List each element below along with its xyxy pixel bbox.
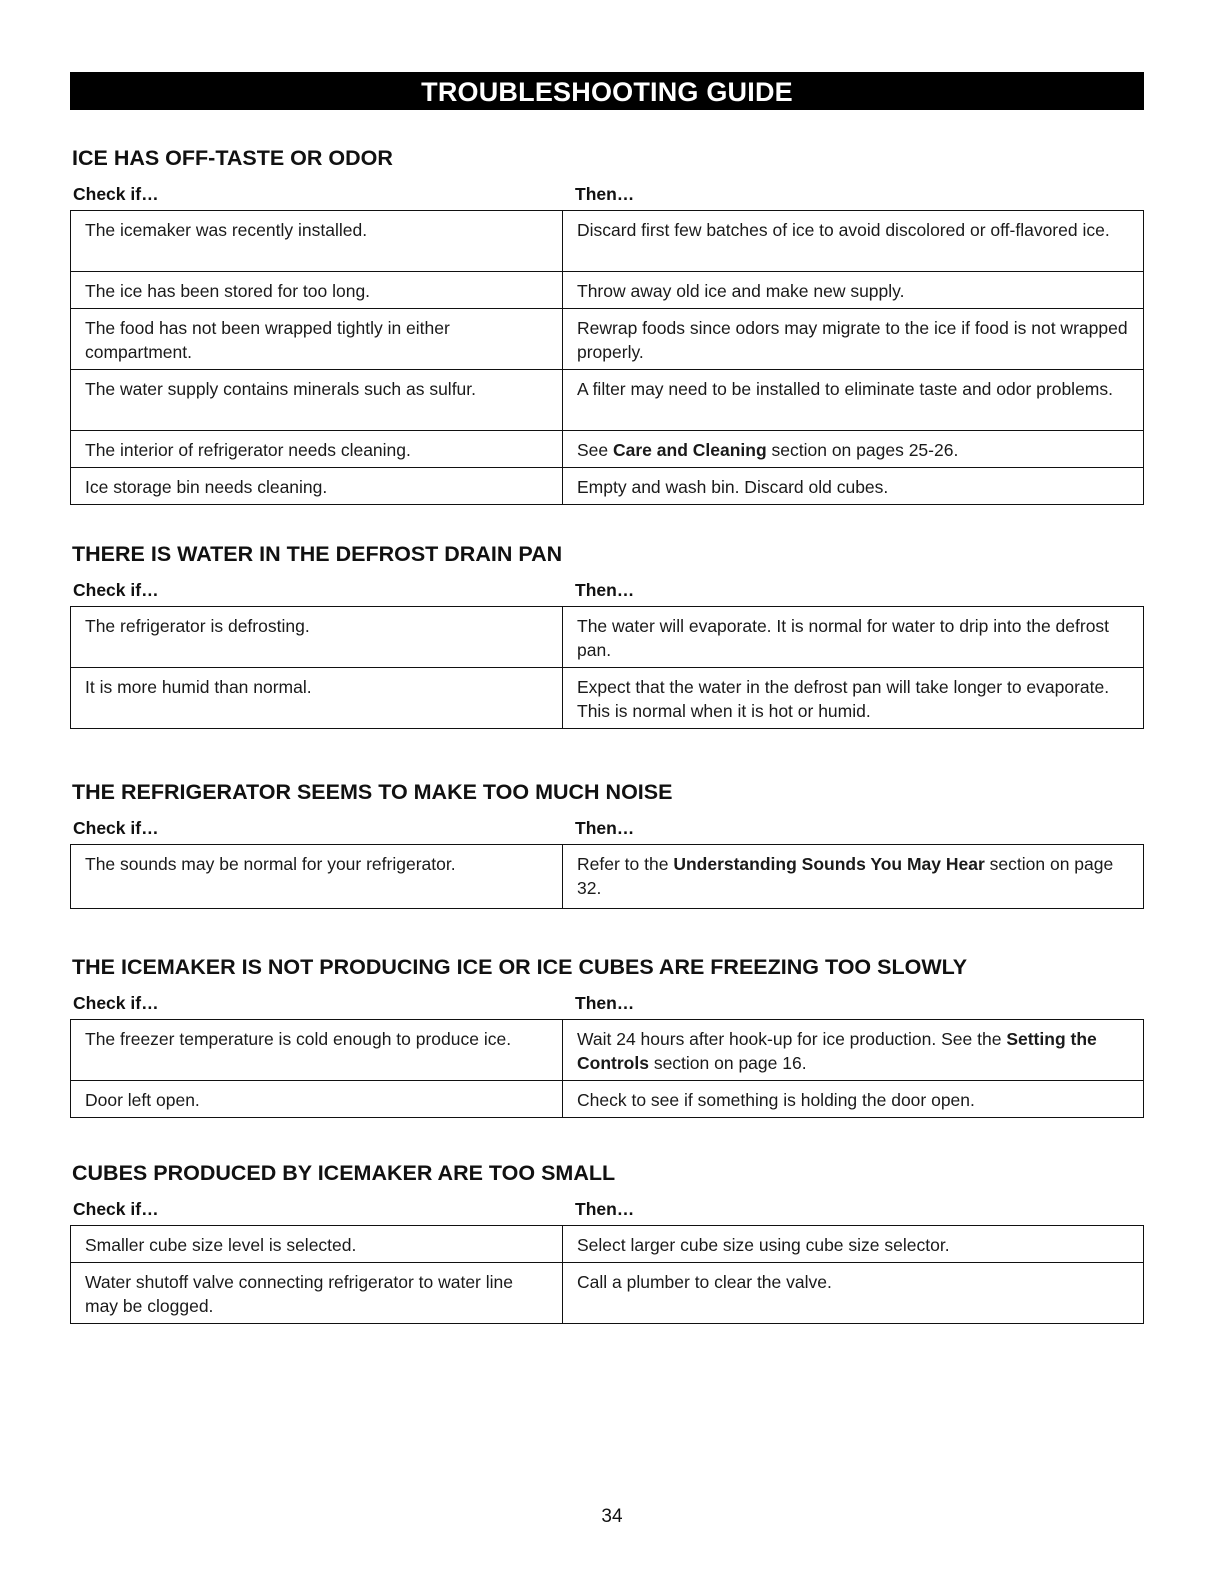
then-cell [563, 431, 1144, 468]
table-row [71, 845, 1144, 909]
then-cell [563, 607, 1144, 668]
section-heading: THE REFRIGERATOR SEEMS TO MAKE TOO MUCH NOISE [72, 780, 673, 804]
check-cell: The sounds may be normal for your refrigerator. [71, 845, 563, 909]
then-cell [563, 370, 1144, 431]
then-text: Expect that the water in the defrost pan will take longer to evaporate. This is normal when it is hot or humid. [577, 677, 1110, 721]
table-row [71, 468, 1144, 505]
troubleshooting-table [70, 210, 1144, 505]
column-headers [70, 993, 1144, 1015]
then-header: Then… [575, 580, 635, 600]
check-cell: The food has not been wrapped tightly in either compartment. [71, 309, 563, 370]
then-text: Call a plumber to clear the valve. [577, 1272, 832, 1292]
then-cell [563, 468, 1144, 505]
then-cell [563, 1263, 1144, 1324]
table-row [71, 1081, 1144, 1118]
table-row [71, 370, 1144, 431]
then-bold-text: Understanding Sounds You May Hear [673, 854, 985, 874]
then-cell [563, 309, 1144, 370]
then-text: Select larger cube size using cube size selector. [577, 1235, 950, 1255]
section-heading: ICE HAS OFF-TASTE OR ODOR [72, 146, 393, 170]
table-row [71, 668, 1144, 729]
section-heading: THE ICEMAKER IS NOT PRODUCING ICE OR ICE CUBES ARE FREEZING TOO SLOWLY [72, 955, 968, 979]
then-text: Wait 24 hours after hook-up for ice production. See the [577, 1029, 1007, 1049]
then-text: The water will evaporate. It is normal for water to drip into the defrost pan. [577, 616, 1110, 660]
table-row [71, 1020, 1144, 1081]
then-header: Then… [575, 993, 635, 1013]
column-headers [70, 818, 1144, 840]
then-text: A filter may need to be installed to eliminate taste and odor problems. [577, 379, 1113, 399]
table-row [71, 211, 1144, 272]
page-number: 34 [601, 1506, 623, 1527]
check-cell: Ice storage bin needs cleaning. [71, 468, 563, 505]
check-if-header: Check if… [73, 818, 159, 838]
then-text: Check to see if something is holding the door open. [577, 1090, 975, 1110]
check-cell: The freezer temperature is cold enough to produce ice. [71, 1020, 563, 1081]
then-cell [563, 1020, 1144, 1081]
then-cell [563, 668, 1144, 729]
check-if-header: Check if… [73, 1199, 159, 1219]
column-headers [70, 1199, 1144, 1221]
table-row [71, 1226, 1144, 1263]
then-text: See [577, 440, 613, 460]
check-if-header: Check if… [73, 580, 159, 600]
troubleshooting-table [70, 1225, 1144, 1324]
troubleshooting-table [70, 1019, 1144, 1118]
section-too-much-noise [70, 778, 1144, 909]
troubleshooting-table [70, 844, 1144, 909]
section-icemaker-not-producing [70, 953, 1144, 1118]
document-page [70, 72, 1144, 1316]
table-row [71, 272, 1144, 309]
troubleshooting-table [70, 606, 1144, 729]
table-row [71, 431, 1144, 468]
then-cell [563, 1081, 1144, 1118]
section-heading: THERE IS WATER IN THE DEFROST DRAIN PAN [72, 542, 563, 566]
then-cell [563, 845, 1144, 909]
then-text: Throw away old ice and make new supply. [577, 281, 905, 301]
then-text: Empty and wash bin. Discard old cubes. [577, 477, 889, 497]
section-heading: CUBES PRODUCED BY ICEMAKER ARE TOO SMALL [72, 1161, 616, 1185]
check-cell: The ice has been stored for too long. [71, 272, 563, 309]
then-header: Then… [575, 818, 635, 838]
then-header: Then… [575, 184, 635, 204]
section-defrost-drain-pan [70, 540, 1144, 729]
then-text: Refer to the [577, 854, 674, 874]
check-cell: It is more humid than normal. [71, 668, 563, 729]
then-text-tail: section on page 32. [577, 854, 1114, 898]
check-cell: The water supply contains minerals such as sulfur. [71, 370, 563, 431]
then-header: Then… [575, 1199, 635, 1219]
then-text: Discard first few batches of ice to avoid discolored or off-flavored ice. [577, 220, 1110, 240]
then-text-tail: section on page 16. [648, 1053, 807, 1073]
then-bold-text: Setting the Controls [577, 1029, 1097, 1073]
check-cell: The refrigerator is defrosting. [71, 607, 563, 668]
then-bold-text: Care and Cleaning [613, 440, 767, 460]
then-text-tail: section on pages 25-26. [766, 440, 959, 460]
check-cell: The icemaker was recently installed. [71, 211, 563, 272]
then-cell [563, 211, 1144, 272]
table-row [71, 1263, 1144, 1324]
check-cell: Smaller cube size level is selected. [71, 1226, 563, 1263]
then-text: Rewrap foods since odors may migrate to the ice if food is not wrapped properly. [577, 318, 1128, 362]
then-cell [563, 1226, 1144, 1263]
check-if-header: Check if… [73, 993, 159, 1013]
table-row [71, 309, 1144, 370]
column-headers [70, 580, 1144, 602]
check-cell: Door left open. [71, 1081, 563, 1118]
column-headers [70, 184, 1144, 206]
page-title: TROUBLESHOOTING GUIDE [70, 72, 1144, 110]
table-row [71, 607, 1144, 668]
section-cubes-too-small [70, 1159, 1144, 1324]
section-ice-off-taste [70, 144, 1144, 505]
check-cell: The interior of refrigerator needs cleaning. [71, 431, 563, 468]
check-if-header: Check if… [73, 184, 159, 204]
check-cell: Water shutoff valve connecting refrigerator to water line may be clogged. [71, 1263, 563, 1324]
then-cell [563, 272, 1144, 309]
